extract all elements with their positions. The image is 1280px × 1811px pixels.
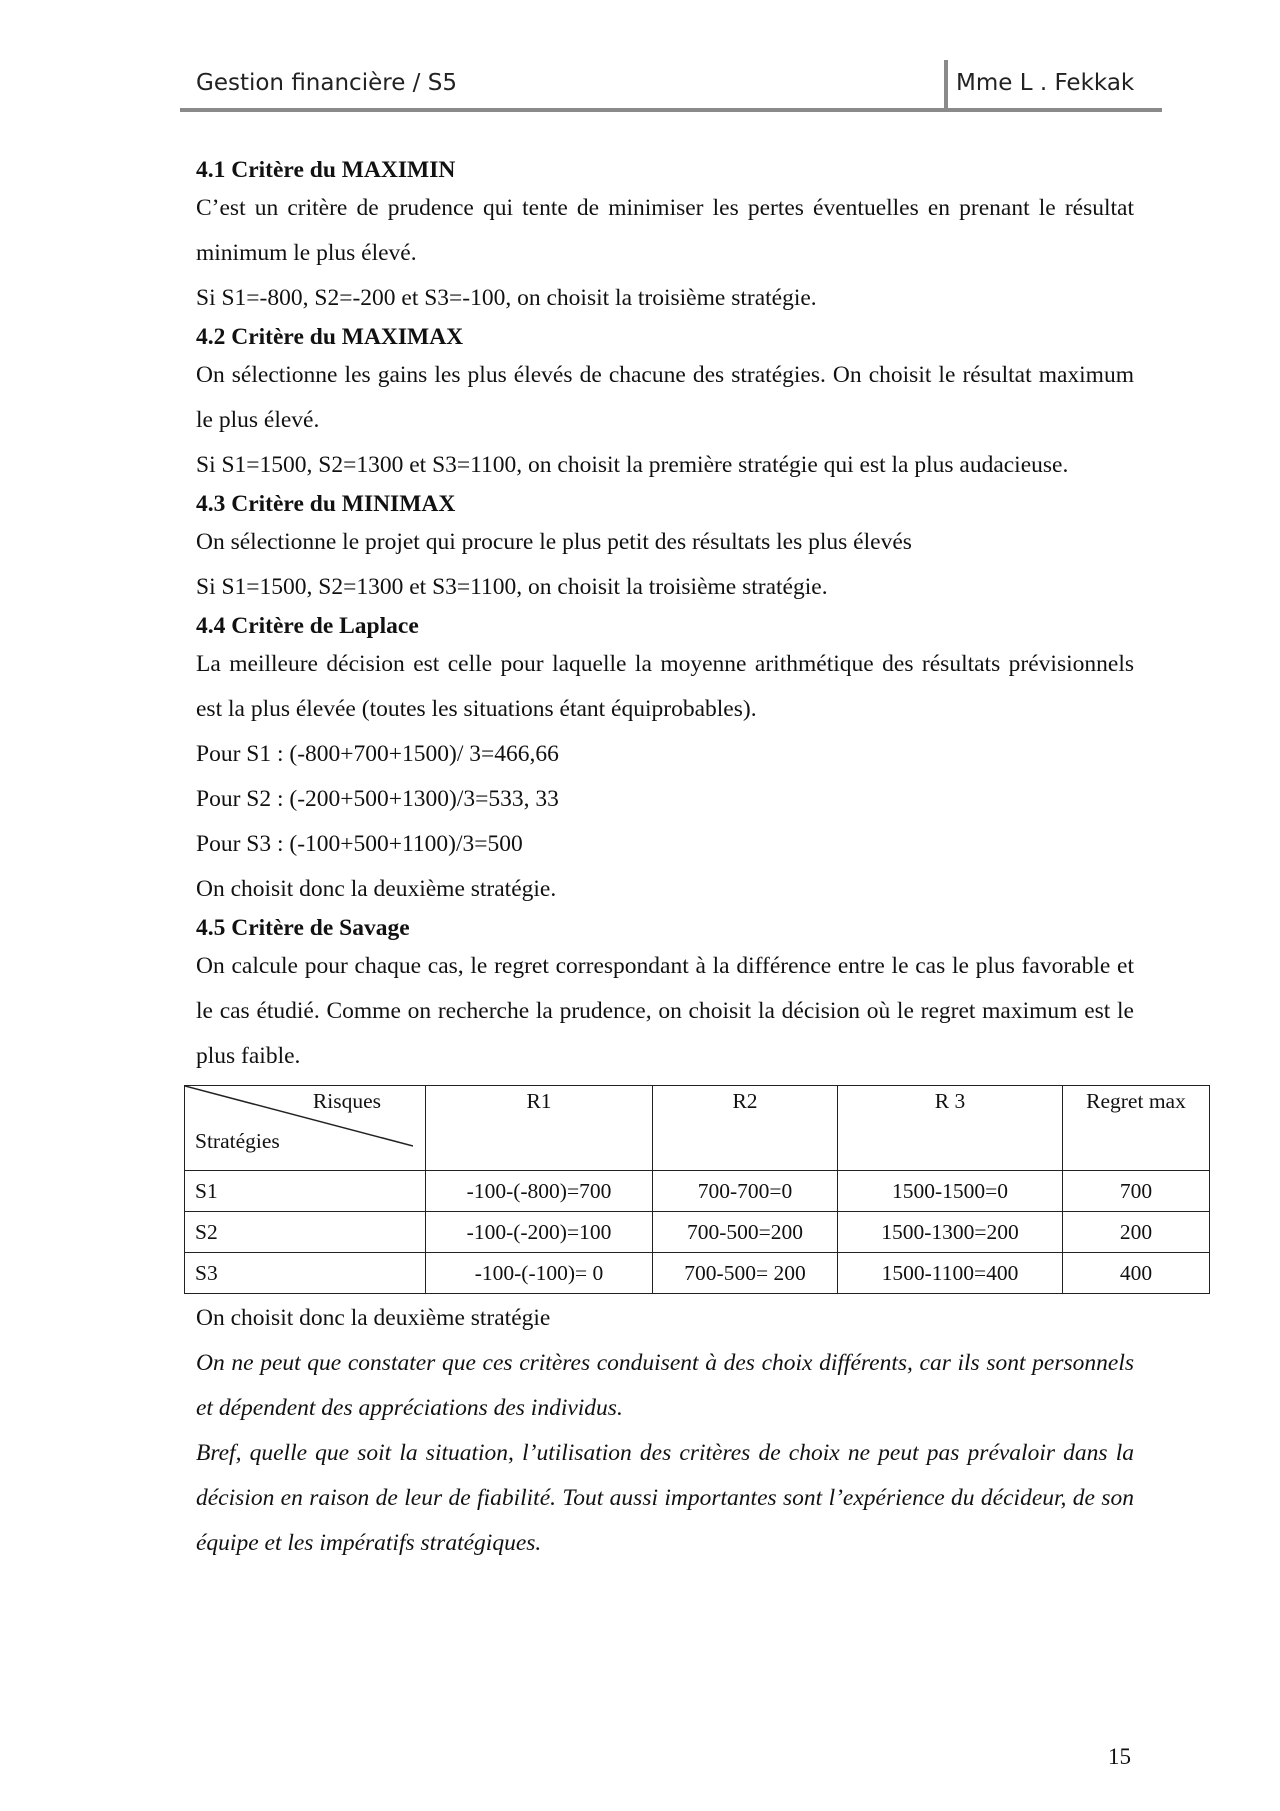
column-header: R2 <box>653 1086 838 1171</box>
table-cell: 1500-1100=400 <box>838 1253 1063 1294</box>
corner-label-risques: Risques <box>312 1089 381 1113</box>
table-cell: 1500-1500=0 <box>838 1171 1063 1212</box>
corner-label-strategies: Stratégies <box>195 1129 280 1153</box>
column-header: Regret max <box>1063 1086 1210 1171</box>
closing-paragraph-2: Bref, quelle que soit la situation, l’utilisation des critères de choix ne peut pas prévaloir dans la décision en raison de leur de fiabilité. Tout aussi importantes sont l’expérience du décideur, de son équipe et les impératifs stratégiques. <box>196 1440 1134 1556</box>
row-label: S3 <box>185 1253 426 1294</box>
header-course-title: Gestion financière / S5 <box>196 70 457 96</box>
row-label: S2 <box>185 1212 426 1253</box>
header-author: Mme L . Fekkak <box>956 70 1135 96</box>
table-corner-cell <box>185 1086 426 1171</box>
laplace-s2: Pour S2 : (-200+500+1300)/3=533, 33 <box>196 786 559 812</box>
page-content <box>195 150 1186 1566</box>
table-cell: 400 <box>1063 1253 1210 1294</box>
table-cell: 1500-1300=200 <box>838 1212 1063 1253</box>
table-cell: 700-700=0 <box>653 1171 838 1212</box>
table-cell: -100-(-200)=100 <box>426 1212 653 1253</box>
table-header-row <box>185 1086 1210 1171</box>
laplace-paragraph: La meilleure décision est celle pour laquelle la moyenne arithmétique des résultats prévisionnels est la plus élevée (toutes les situations étant équiprobables). <box>196 651 1134 722</box>
heading-savage: 4.5 Critère de Savage <box>196 915 410 941</box>
heading-minimax: 4.3 Critère du MINIMAX <box>196 491 456 517</box>
row-label: S1 <box>185 1171 426 1212</box>
header-divider <box>944 60 948 110</box>
heading-laplace: 4.4 Critère de Laplace <box>196 613 419 639</box>
table-row <box>185 1171 1210 1212</box>
column-header: R1 <box>426 1086 653 1171</box>
laplace-s1: Pour S1 : (-800+700+1500)/ 3=466,66 <box>196 741 559 767</box>
table-cell: 700-500=200 <box>653 1212 838 1253</box>
table-row <box>185 1253 1210 1294</box>
table-cell: -100-(-100)= 0 <box>426 1253 653 1294</box>
maximax-paragraph: On sélectionne les gains les plus élevés de chacune des stratégies. On choisit le résultat maximum le plus élevé. <box>196 362 1134 433</box>
column-header: R 3 <box>838 1086 1063 1171</box>
heading-maximin: 4.1 Critère du MAXIMIN <box>196 157 456 183</box>
heading-maximax: 4.2 Critère du MAXIMAX <box>196 324 464 350</box>
table-cell: 700-500= 200 <box>653 1253 838 1294</box>
laplace-conclusion: On choisit donc la deuxième stratégie. <box>196 876 557 902</box>
regret-table <box>184 1085 1210 1294</box>
maximin-example: Si S1=-800, S2=-200 et S3=-100, on choisit la troisième stratégie. <box>196 285 817 311</box>
laplace-s3: Pour S3 : (-100+500+1100)/3=500 <box>196 831 523 857</box>
closing-paragraph-1: On ne peut que constater que ces critères conduisent à des choix différents, car ils sont personnels et dépendent des appréciations des individus. <box>196 1350 1134 1421</box>
table-cell: 200 <box>1063 1212 1210 1253</box>
savage-conclusion: On choisit donc la deuxième stratégie <box>196 1305 551 1331</box>
table-cell: -100-(-800)=700 <box>426 1171 653 1212</box>
table-row <box>185 1212 1210 1253</box>
header-rule <box>180 108 1162 112</box>
maximax-example: Si S1=1500, S2=1300 et S3=1100, on choisit la première stratégie qui est la plus audacieuse. <box>196 452 1069 478</box>
minimax-paragraph: On sélectionne le projet qui procure le plus petit des résultats les plus élevés <box>196 529 912 555</box>
minimax-example: Si S1=1500, S2=1300 et S3=1100, on choisit la troisième stratégie. <box>196 574 828 600</box>
savage-paragraph: On calcule pour chaque cas, le regret correspondant à la différence entre le cas le plus favorable et le cas étudié. Comme on recherche la prudence, on choisit la décision où le regret maximum est le plus faible. <box>196 953 1134 1069</box>
table-cell: 700 <box>1063 1171 1210 1212</box>
page-number: 15 <box>1108 1744 1131 1769</box>
maximin-paragraph: C’est un critère de prudence qui tente de minimiser les pertes éventuelles en prenant le résultat minimum le plus élevé. <box>196 195 1134 266</box>
